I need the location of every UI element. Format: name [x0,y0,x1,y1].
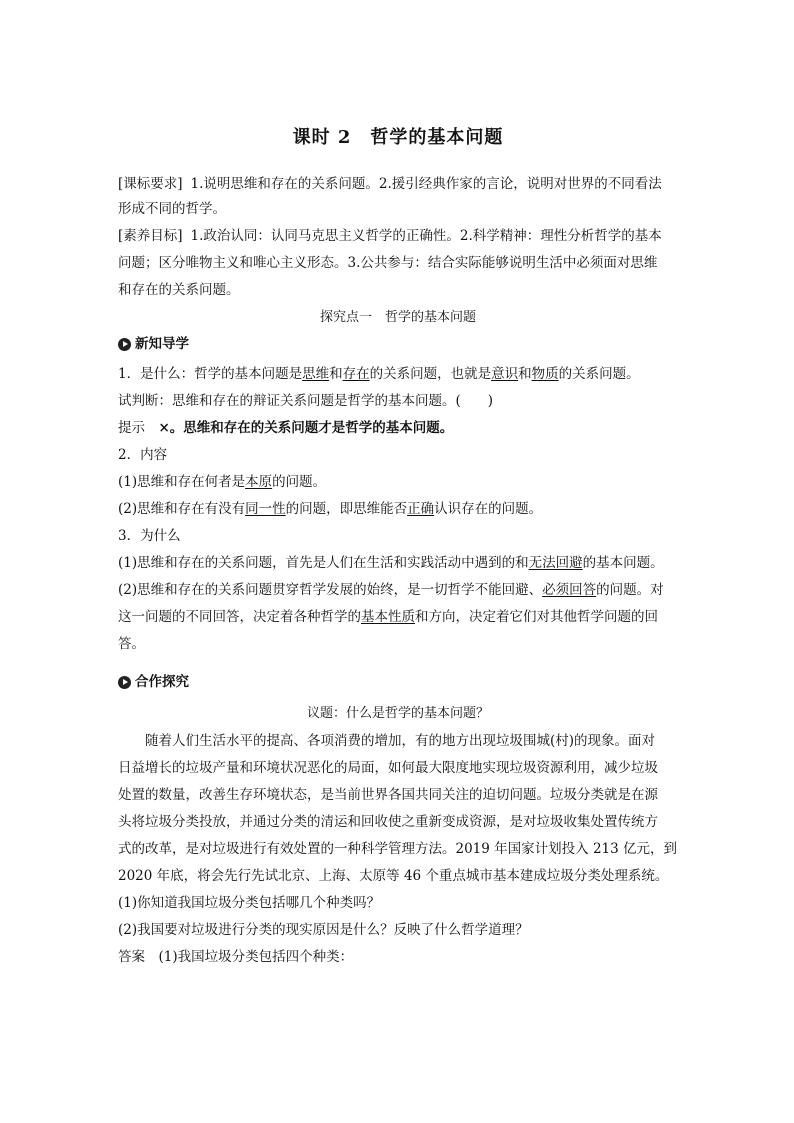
material-line-1: 随着人们生活水平的提高、各项消费的增加，有的地方出现垃圾围城(村)的现象。面对 [145,733,656,749]
text: 的问题。 [272,474,327,490]
text: 的关系问题，也就是 [369,366,492,382]
underlined-term: 无法回避 [528,555,583,571]
section-label: 合作探究 [135,674,189,690]
point-3-item-2-line-2 [118,605,658,629]
point-3-item-1 [118,551,664,575]
underlined-term: 同一性 [245,501,286,517]
goals-line-1 [118,224,662,248]
hint-label: 提示 [118,420,159,436]
explore-point-title: 探究点一 哲学的基本问题 [319,310,476,325]
section-new-knowledge [118,332,189,356]
point-1-what [118,362,640,386]
point-2-item-2 [118,497,542,521]
question-1: (1)你知道我国垃圾分类包括哪几个种类吗？ [118,895,381,911]
underlined-term: 本原 [245,474,273,490]
point-2-item-1 [118,470,326,494]
text: 1．是什么：哲学的基本问题是 [118,366,303,382]
play-circle-icon [118,676,131,689]
text: 和 [518,366,532,382]
text: (1)思维和存在何者是 [118,474,246,490]
material-line-6: 2020 年底，将会先行先试北京、上海、太原等 46 个重点城市基本建成垃圾分类处理系统。 [118,868,669,884]
hint [118,416,453,440]
judge-question: 试判断：思维和存在的辩证关系问题是哲学的基本问题。( ) [118,393,494,409]
text: 和 [329,366,343,382]
underlined-term: 意识 [491,366,519,382]
underlined-term: 物质 [531,366,559,382]
goals-tag: [素养目标] [118,228,183,244]
question-2: (2)我国要对垃圾进行分类的现实原因是什么？反映了什么哲学道理？ [118,922,529,938]
text: (1)思维和存在的关系问题，首先是人们在生活和实践活动中遇到的和 [118,555,529,571]
text: 的关系问题。 [558,366,640,382]
goals-line-2: 问题；区分唯物主义和唯心主义形态。3.公共参与：结合实际能够说明生活中必须面对思维 [118,255,658,271]
requirements-text: 1.说明思维和存在的关系问题。2.援引经典作家的言论，说明对世界的不同看法 [190,176,662,192]
material-line-5: 式的改革，是对垃圾进行有效处置的一种科学管理方法。2019 年国家计划投入 213 亿元，到 [118,841,677,857]
text: 的问题。对 [596,582,664,598]
requirements-line-2: 形成不同的哲学。 [118,201,226,217]
point-2-heading: 2．内容 [118,447,168,463]
point-3-item-2-line-1 [118,578,664,602]
material-line-3: 处置的数量，改善生存环境状态，是当前世界各国共同关注的迫切问题。垃圾分类就是在源 [118,787,658,803]
underlined-term: 思维 [302,366,330,382]
material-line-4: 头将垃圾分类投放，并通过分类的清运和回收使之重新变成资源，是对垃圾收集处置传统方 [118,814,658,830]
play-circle-icon [118,338,131,351]
section-cooperative-exploration [118,670,189,694]
underlined-term: 正确 [407,501,435,517]
point-3-item-2-line-3: 答。 [118,636,145,652]
text: (2)思维和存在有没有 [118,501,246,517]
topic-title: 议题：什么是哲学的基本问题？ [306,706,489,721]
underlined-term: 基本性质 [361,609,415,625]
text: (2)思维和存在的关系问题贯穿哲学发展的始终，是一切哲学不能回避、 [118,582,543,598]
page-title: 课时 2 哲学的基本问题 [292,127,504,148]
section-label: 新知导学 [135,336,189,352]
goals-line-3: 和存在的关系问题。 [118,282,240,298]
requirements-tag: [课标要求] [118,176,183,192]
text: 和方向，决定着它们对其他哲学问题的回 [415,609,658,625]
underlined-term: 存在 [342,366,370,382]
text: 的问题，即思维能否 [285,501,408,517]
requirements-line-1 [118,172,662,196]
material-line-2: 日益增长的垃圾产量和环境状况恶化的局面，如何最大限度地实现垃圾资源利用，减少垃圾 [118,760,658,776]
point-3-heading: 3．为什么 [118,528,181,544]
text: 这一问题的不同回答，决定着各种哲学的 [118,609,361,625]
text: 认识存在的问题。 [434,501,543,517]
text: 的基本问题。 [582,555,664,571]
goals-text: 1.政治认同：认同马克思主义哲学的正确性。2.科学精神：理性分析哲学的基本 [190,228,662,244]
hint-text: ×。思维和存在的关系问题才是哲学的基本问题。 [158,420,454,436]
underlined-term: 必须回答 [542,582,597,598]
answer: 答案 (1)我国垃圾分类包括四个种类： [118,949,354,965]
